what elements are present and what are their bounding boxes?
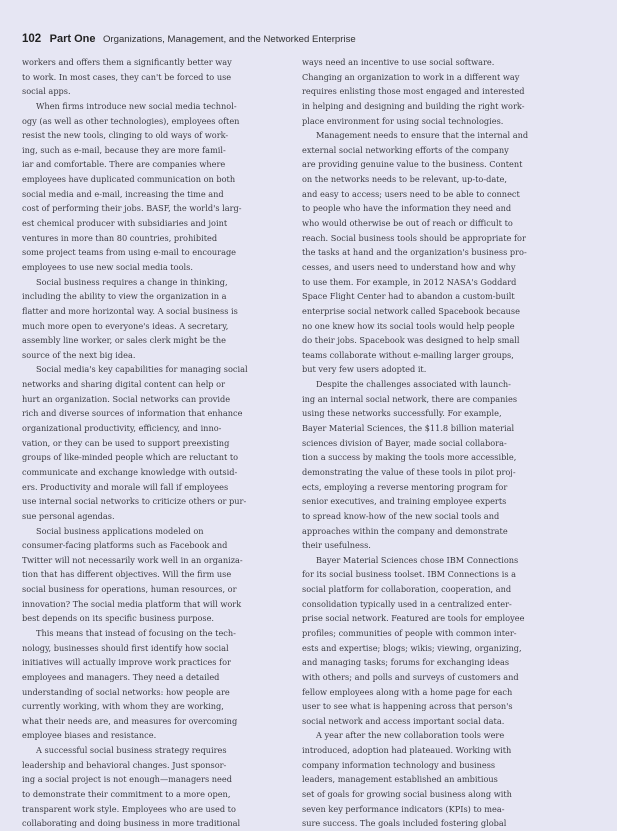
text-line: Bayer Material Sciences, the $11.8 billion material	[302, 423, 515, 434]
text-line: When firms introduce new social media technol-	[36, 100, 237, 111]
text-line: who would otherwise be out of reach or difficult to	[302, 218, 513, 229]
text-line: seven key performance indicators (KPIs) to mea-	[302, 803, 505, 814]
text-line: tion a success by making the tools more accessible,	[302, 452, 517, 463]
text-line: consumer-facing platforms such as Facebook and	[22, 540, 228, 551]
text-line: groups of like-minded people which are reluctant to	[22, 452, 239, 463]
text-line: transparent work style. Employees who are used to	[22, 803, 236, 814]
text-line: Twitter will not necessarily work well in an organiza-	[22, 554, 243, 565]
text-line: with others; and polls and surveys of customers and	[302, 671, 519, 682]
text-line: A successful social business strategy requires	[36, 745, 227, 756]
text-line: initiatives will actually improve work practices for	[22, 657, 231, 668]
text-line: ogy (as well as other technologies), employees often	[22, 115, 240, 126]
text-line: cesses, and users need to understand how and why	[302, 261, 516, 272]
text-line: and managing tasks; forums for exchanging ideas	[302, 657, 510, 668]
text-line: reach. Social business tools should be appropriate for	[302, 232, 526, 243]
text-line: employees to use new social media tools.	[22, 261, 193, 272]
text-line: ers. Productivity and morale will fall if employees	[22, 481, 229, 492]
text-line: ways need an incentive to use social software.	[302, 57, 495, 67]
text-line: do their jobs. Spacebook was designed to help small	[302, 335, 520, 346]
text-line: ests and expertise; blogs; wikis; viewing, organizing,	[302, 642, 522, 653]
text-line: workers and offers them a significantly better way	[22, 57, 232, 67]
text-line: organizational productivity, efficiency, and inno-	[22, 423, 222, 434]
text-line: employees and managers. They need a detailed	[22, 671, 220, 682]
text-line: Management needs to ensure that the internal and	[316, 130, 529, 141]
text-line: social media and e-mail, increasing the time and	[22, 188, 224, 199]
text-line: best depends on its specific business purpose.	[22, 613, 215, 624]
text-line: to use them. For example, in 2012 NASA's Goddard	[302, 276, 517, 287]
text-line: fellow employees along with a home page for each	[302, 686, 513, 697]
text-line: on the networks needs to be relevant, up-to-date,	[302, 174, 507, 185]
text-line: no one knew how its social tools would help people	[302, 320, 515, 331]
text-line: communicate and exchange knowledge with outsid-	[22, 466, 238, 477]
text-line: social business for operations, human resources, or	[22, 584, 237, 595]
text-line: for its social business toolset. IBM Connections is a	[302, 569, 517, 580]
text-line: est chemical producer with subsidiaries and joint	[22, 218, 228, 229]
text-line: introduced, adoption had plateaued. Working with	[302, 745, 512, 756]
text-line: currently working, with whom they are working,	[22, 701, 224, 712]
text-line: ing a social project is not enough—managers need	[22, 774, 232, 785]
text-line: tion that has different objectives. Will the firm use	[22, 569, 232, 580]
text-line: Social media's key capabilities for managing social	[36, 364, 248, 375]
text-line: using these networks successfully. For example,	[302, 408, 502, 419]
text-line: senior executives, and training employee experts	[302, 496, 507, 507]
text-line: the tasks at hand and the organization's business pro-	[302, 247, 527, 258]
text-line: Bayer Material Sciences chose IBM Connections	[316, 554, 519, 565]
text-line: employee biases and resistance.	[22, 730, 157, 741]
text-line: to spread know-how of the new social tools and	[302, 510, 500, 521]
text-line: leaders, management established an ambitious	[302, 774, 498, 785]
running-header	[22, 29, 356, 47]
text-line: set of goals for growing social business along with	[302, 789, 512, 800]
text-line: social apps.	[22, 86, 71, 97]
text-line: enterprise social network called Spacebook because	[302, 305, 520, 316]
text-line: prise social network. Featured are tools for employee	[302, 613, 525, 624]
text-line: nology, businesses should first identify how social	[22, 642, 229, 653]
text-line: Social business applications modeled on	[36, 525, 204, 536]
chapter-title: Organizations, Management, and the Networked Enterprise	[102, 34, 356, 45]
left-text-column	[22, 55, 278, 831]
text-line: ventures in more than 80 countries, prohibited	[22, 232, 218, 243]
text-line: collaborating and doing business in more traditional	[22, 818, 241, 829]
text-line: some project teams from using e-mail to encourage	[22, 247, 237, 258]
page-number: 102	[22, 33, 42, 45]
text-line: employees have duplicated communication on both	[22, 174, 236, 185]
part-label: Part One	[49, 33, 96, 45]
text-line: Space Flight Center had to abandon a custom-built	[302, 291, 515, 302]
text-line: Despite the challenges associated with launch-	[316, 379, 511, 390]
text-line: networks and sharing digital content can help or	[22, 379, 225, 390]
text-line: approaches within the company and demonstrate	[302, 525, 508, 536]
text-line: but very few users adopted it.	[302, 364, 427, 375]
text-line: to work. In most cases, they can't be forced to use	[22, 71, 232, 82]
text-line: This means that instead of focusing on the tech-	[36, 627, 236, 638]
text-line: sue personal agendas.	[22, 510, 115, 521]
text-line: use internal social networks to criticize others or pur-	[22, 496, 247, 507]
text-line: source of the next big idea.	[22, 349, 136, 360]
text-line: hurt an organization. Social networks can provide	[22, 393, 231, 404]
text-line: rich and diverse sources of information that enhance	[22, 408, 243, 419]
text-line: to people who have the information they need and	[302, 203, 512, 214]
text-line: flatter and more horizontal way. A social business is	[22, 305, 238, 316]
text-line: their usefulness.	[302, 540, 371, 551]
text-line: assembly line worker, or sales clerk might be the	[22, 335, 227, 346]
text-line: sciences division of Bayer, made social collabora-	[302, 437, 507, 448]
text-line: company information technology and business	[302, 759, 496, 770]
text-line: understanding of social networks: how people are	[22, 686, 230, 697]
text-line: A year after the new collaboration tools were	[316, 730, 505, 741]
text-line: ing, such as e-mail, because they are more famil-	[22, 144, 226, 155]
text-line: consolidation typically used in a centralized enter-	[302, 598, 512, 609]
text-line: innovation? The social media platform that will work	[22, 598, 242, 609]
text-line: and easy to access; users need to be able to connect	[302, 188, 520, 199]
text-line: place environment for using social technologies.	[302, 115, 504, 126]
text-line: ects, employing a reverse mentoring program for	[302, 481, 508, 492]
text-line: in helping and designing and building the right work-	[302, 100, 525, 111]
text-line: are providing genuine value to the business. Content	[302, 159, 523, 170]
text-line: user to see what is happening across that person's	[302, 701, 513, 712]
text-line: Social business requires a change in thinking,	[36, 276, 228, 287]
text-line: profiles; communities of people with common inter-	[302, 627, 517, 638]
text-line: social platform for collaboration, cooperation, and	[302, 584, 512, 595]
text-line: leadership and behavioral changes. Just sponsor-	[22, 759, 227, 770]
text-line: ing an internal social network, there are companies	[302, 393, 518, 404]
text-line: teams collaborate without e-mailing larger groups,	[302, 349, 514, 360]
text-line: including the ability to view the organization in a	[22, 291, 227, 302]
text-line: resist the new tools, clinging to old ways of work-	[22, 130, 229, 141]
text-line: external social networking efforts of the company	[302, 144, 509, 155]
text-line: sure success. The goals included fostering global	[302, 818, 507, 829]
text-line: requires enlisting those most engaged and interested	[302, 86, 525, 97]
text-line: vation, or they can be used to support preexisting	[22, 437, 230, 448]
text-line: Changing an organization to work in a different way	[302, 71, 520, 82]
text-line: demonstrating the value of these tools in pilot proj-	[302, 466, 516, 477]
text-line: much more open to everyone's ideas. A secretary,	[22, 320, 229, 331]
text-line: what their needs are, and measures for overcoming	[22, 715, 238, 726]
text-line: iar and comfortable. There are companies where	[22, 159, 226, 170]
text-line: to demonstrate their commitment to a more open,	[22, 789, 231, 800]
text-line: social network and access important social data.	[302, 715, 505, 726]
right-text-column	[302, 55, 560, 831]
text-line: cost of performing their jobs. BASF, the world's larg-	[22, 203, 242, 214]
